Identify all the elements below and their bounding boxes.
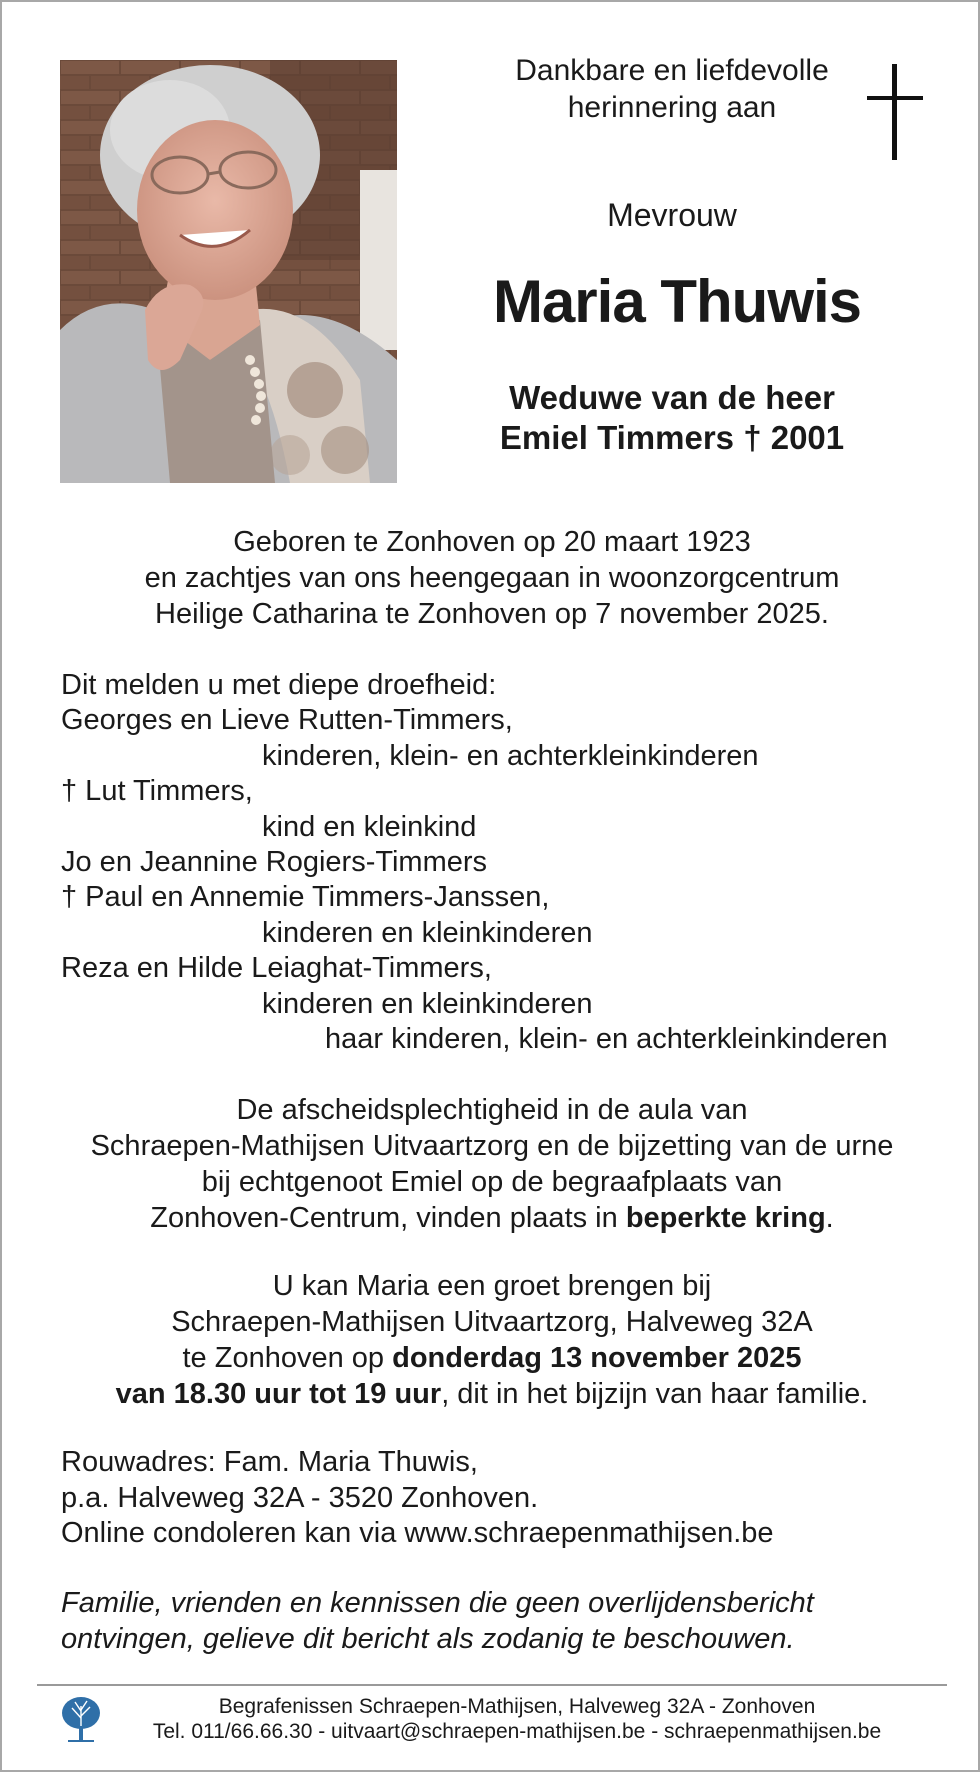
footer-divider [37, 1684, 947, 1686]
footer-line: Begrafenissen Schraepen-Mathijsen, Halveweg 32A - Zonhoven [218, 1695, 816, 1718]
spouse-line: Weduwe van de heer [509, 379, 835, 416]
family-line: Dit melden u met diepe droefheid: [61, 669, 497, 701]
family-line: Reza en Hilde Leiaghat-Timmers, [61, 952, 492, 985]
family-line: kinderen, klein- en achterkleinkinderen [262, 739, 759, 772]
ceremony-info [42, 1092, 942, 1236]
spouse-line: Emiel Timmers † 2001 [499, 419, 845, 456]
deceased-name: Maria Thuwis [492, 268, 862, 335]
visit-line: U kan Maria een groet brengen bij [272, 1270, 712, 1302]
ceremony-line: De afscheidsplechtigheid in de aula van [236, 1094, 748, 1126]
birth-line: en zachtjes van ons heengegaan in woonzorgcentrum [144, 562, 840, 594]
mourning-address [61, 1445, 941, 1552]
ceremony-line: Zonhoven-Centrum, vinden plaats in beperkte kring. [150, 1202, 834, 1234]
visit-date: donderdag 13 november 2025 [392, 1342, 802, 1374]
visit-line: van 18.30 uur tot 19 uur, dit in het bijzijn van haar familie. [115, 1378, 869, 1410]
address-line: Rouwadres: Fam. Maria Thuwis, [61, 1446, 478, 1478]
condolence-link[interactable]: Online condoleren kan via www.schraepenmathijsen.be [61, 1517, 774, 1549]
spouse-info [442, 378, 902, 458]
family-line: † Lut Timmers, [61, 775, 253, 808]
ceremony-line: Schraepen-Mathijsen Uitvaartzorg en de bijzetting van de urne [90, 1130, 894, 1162]
family-line: kind en kleinkind [262, 810, 477, 843]
visit-line: te Zonhoven op donderdag 13 november 2025 [182, 1342, 802, 1374]
tree-logo-icon [60, 1696, 102, 1744]
birth-line: Heilige Catharina te Zonhoven op 7 november 2025. [155, 598, 829, 630]
birth-death-info [42, 524, 942, 632]
birth-line: Geboren te Zonhoven op 20 maart 1923 [233, 526, 751, 558]
family-line: Georges en Lieve Rutten-Timmers, [61, 704, 513, 737]
ceremony-emphasis: beperkte kring [625, 1202, 826, 1234]
portrait-photo [60, 60, 397, 483]
visit-time: van 18.30 uur tot 19 uur [115, 1378, 442, 1410]
notice-line: Familie, vrienden en kennissen die geen overlijdensbericht [61, 1587, 814, 1619]
family-line: kinderen en kleinkinderen [262, 987, 593, 1020]
funeral-home-footer [102, 1694, 932, 1744]
family-line: † Paul en Annemie Timmers-Janssen, [61, 881, 550, 914]
family-line: haar kinderen, klein- en achterkleinkinderen [325, 1023, 888, 1056]
visit-line: Schraepen-Mathijsen Uitvaartzorg, Halveweg 32A [171, 1306, 813, 1338]
notice-line: ontvingen, gelieve dit bericht als zodanig te beschouwen. [61, 1622, 795, 1655]
footer-contact[interactable]: Tel. 011/66.66.30 - uitvaart@schraepen-mathijsen.be - schraepenmathijsen.be [152, 1720, 882, 1743]
salutation: Mevrouw [607, 197, 737, 233]
visitation-info [42, 1268, 942, 1412]
family-list [61, 668, 941, 1057]
notice-text [61, 1586, 941, 1657]
family-line: kinderen en kleinkinderen [262, 916, 593, 949]
ceremony-line: bij echtgenoot Emiel op de begraafplaats van [201, 1166, 783, 1198]
cross-icon [867, 64, 923, 160]
address-line: p.a. Halveweg 32A - 3520 Zonhoven. [61, 1481, 539, 1514]
intro-line: herinnering aan [567, 91, 777, 124]
family-line: Jo en Jeannine Rogiers-Timmers [61, 846, 488, 879]
intro-line: Dankbare en liefdevolle [515, 54, 829, 87]
intro-text [472, 52, 872, 126]
